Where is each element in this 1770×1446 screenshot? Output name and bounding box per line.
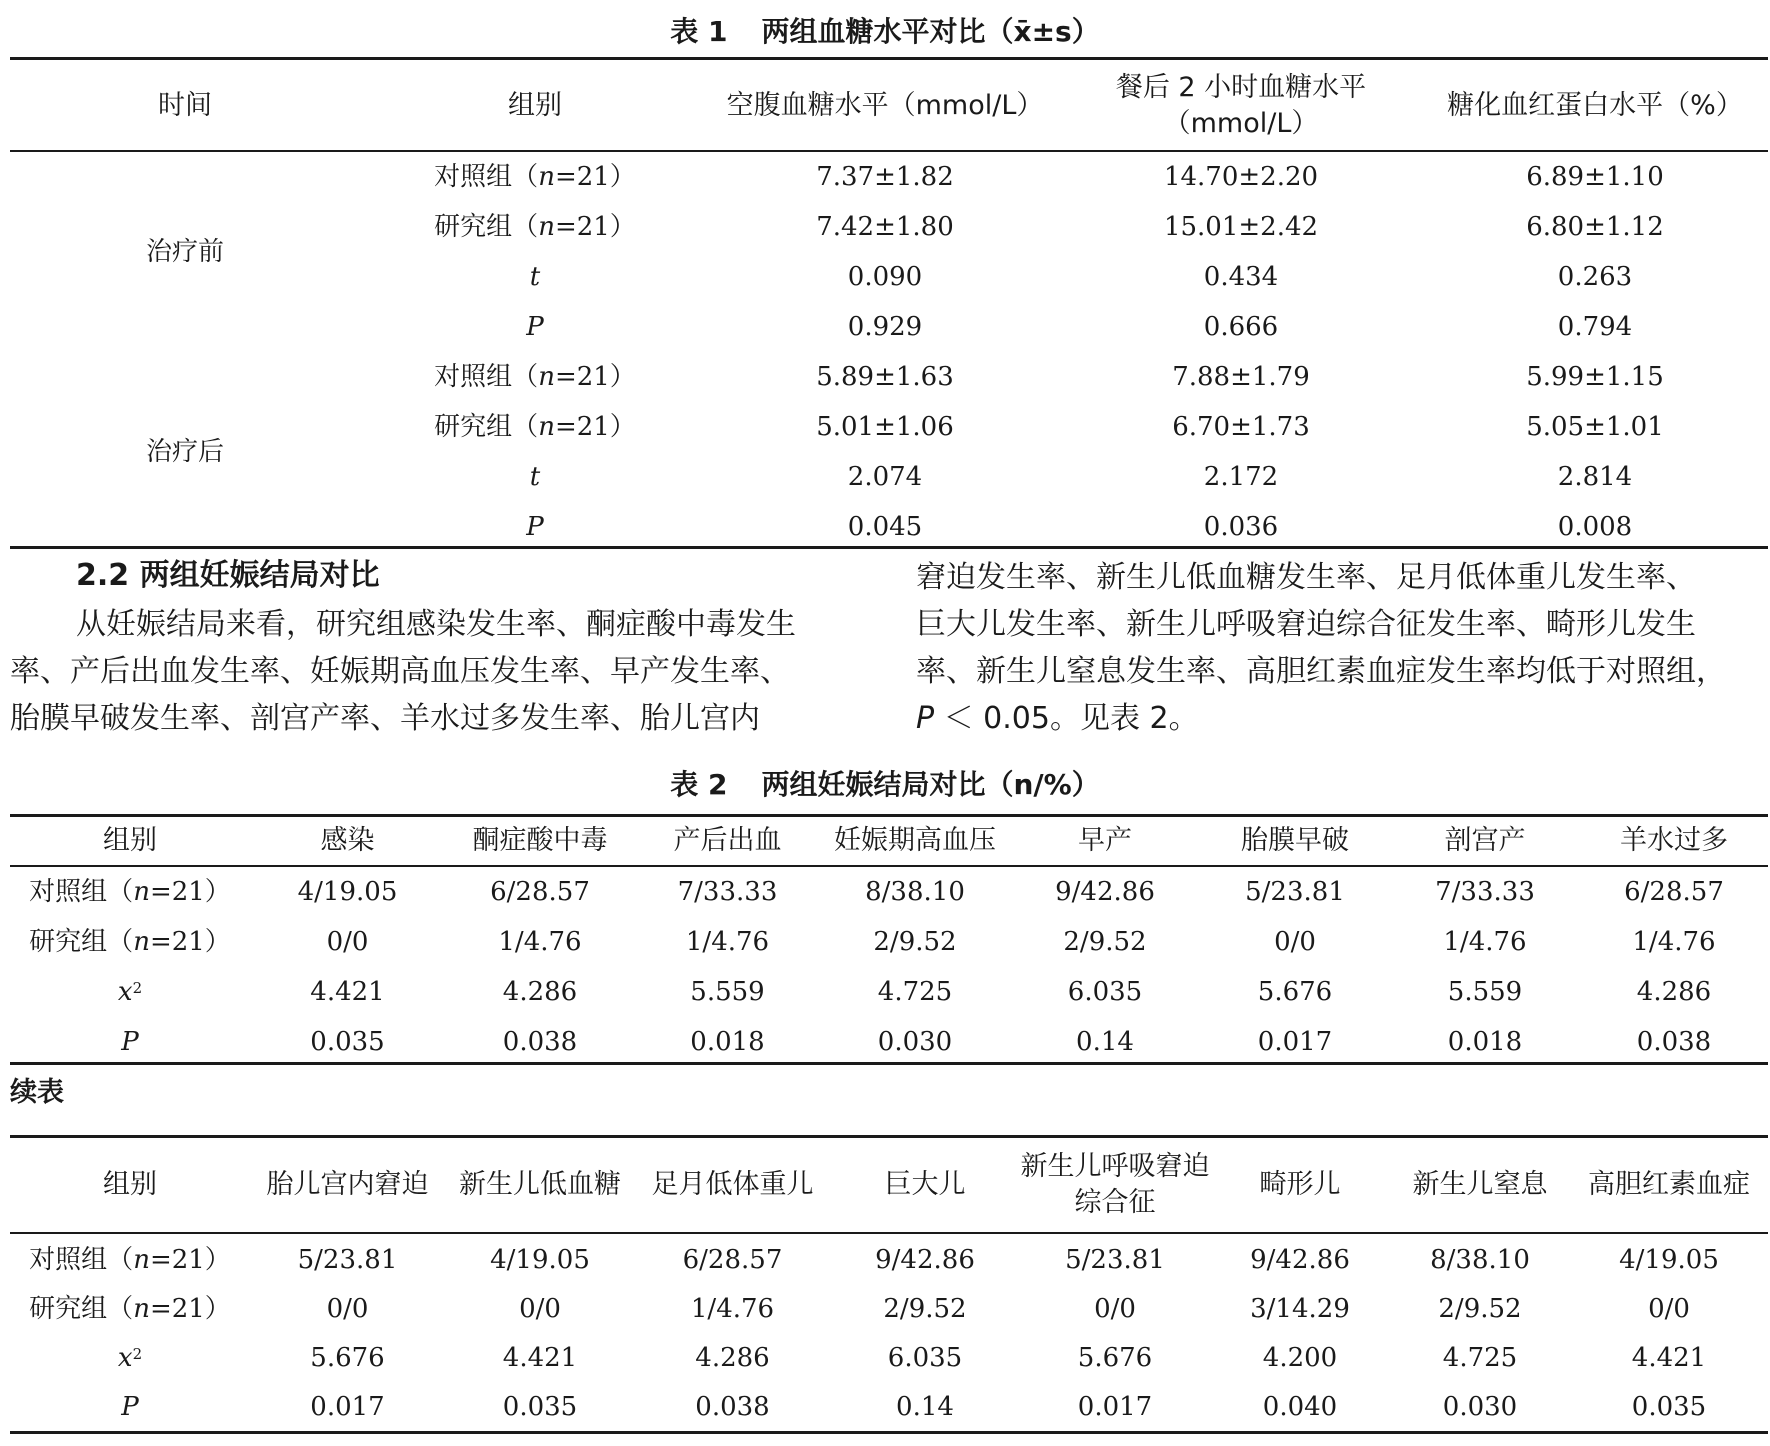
table2-caption	[0, 767, 1770, 803]
section-right-line: 窘迫发生率、新生儿低血糖发生率、足月低体重儿发生率、	[916, 560, 1696, 595]
table2-header: 感染	[320, 825, 375, 856]
table2-cell: 1/4.76	[1632, 927, 1716, 957]
section-left-line: 胎膜早破发生率、剖宫产率、羊水过多发生率、胎儿宫内	[10, 701, 760, 736]
table1-group-cell: 研究组（ n =21）	[434, 412, 636, 442]
continued-row-label: P	[121, 1391, 139, 1422]
table2-cell: 1/4.76	[1443, 927, 1527, 957]
table2-header: 妊娠期高血压	[834, 825, 996, 856]
table2-cell: 5.676	[1257, 977, 1333, 1007]
continued-cell: 0.017	[1077, 1391, 1153, 1422]
continued-header: 组别	[103, 1169, 157, 1200]
continued-top-rule	[10, 1135, 1768, 1138]
table1-header-time: 时间	[158, 90, 212, 121]
continued-cell: 0/0	[1094, 1293, 1136, 1324]
table1-caption-number: 表 1	[670, 15, 728, 48]
table1-hba1c-cell: 6.80±1.12	[1526, 212, 1664, 242]
table1-group-cell: 对照组（ n =21）	[434, 362, 636, 392]
table2-cell: 7/33.33	[677, 877, 778, 907]
section-title: 2.2 两组妊娠结局对比	[76, 558, 380, 593]
continued-label: 续表	[10, 1077, 64, 1108]
table1-header-group: 组别	[508, 90, 562, 121]
table1-pbg-cell: 14.70±2.20	[1163, 162, 1319, 192]
table2-cell: 0.038	[1636, 1027, 1712, 1057]
table2-cell: 0.018	[690, 1027, 765, 1057]
table2-header: 早产	[1078, 825, 1132, 856]
table1-hba1c-cell: 6.89±1.10	[1526, 162, 1664, 192]
table2-bottom-rule	[10, 1062, 1768, 1065]
table2-cell: 1/4.76	[685, 927, 770, 957]
table2-cell: 2/9.52	[1063, 927, 1147, 957]
section-left-line: 从妊娠结局来看，研究组感染发生率、酮症酸中毒发生	[76, 607, 796, 642]
continued-header: 新生儿呼吸窘迫综合征	[1020, 1151, 1210, 1218]
continued-row-label: 对照组（ n =21）	[29, 1244, 231, 1275]
continued-cell: 9/42.86	[875, 1244, 975, 1275]
table2-row-label: 研究组（ n =21）	[29, 927, 231, 957]
table2-cell: 0.14	[1076, 1027, 1134, 1057]
table1-time-before: 治疗前	[145, 237, 224, 267]
table2-cell: 4.286	[502, 977, 578, 1007]
continued-cell: 0.035	[1631, 1391, 1707, 1422]
table1-group-cell: 对照组（ n =21）	[434, 162, 636, 192]
table2-cell: 4.725	[877, 977, 953, 1007]
table2-cell: 4.421	[310, 977, 385, 1007]
continued-cell: 4.421	[502, 1342, 578, 1373]
continued-cell: 0.030	[1442, 1391, 1518, 1422]
table1-pbg-cell: 6.70±1.73	[1172, 412, 1310, 442]
table2-header: 产后出血	[673, 825, 782, 856]
table2-row-label: x $^2$	[117, 977, 143, 1007]
continued-cell: 2/9.52	[1438, 1293, 1522, 1324]
section-right-line: 巨大儿发生率、新生儿呼吸窘迫综合征发生率、畸形儿发生	[916, 607, 1696, 642]
continued-cell: 5.676	[1077, 1342, 1153, 1373]
table2-cell: 2/9.52	[873, 927, 957, 957]
table1-header-fbg: 空腹血糖水平（mmol/L）	[726, 90, 1044, 121]
table1-fbg-cell: 5.89±1.63	[816, 362, 954, 392]
table2-cell: 0/0	[326, 927, 369, 957]
table1-pbg-cell: 2.172	[1203, 462, 1279, 492]
table1-group-cell: t	[529, 462, 541, 492]
continued-cell: 0.038	[695, 1391, 770, 1422]
continued-cell: 4.286	[695, 1342, 770, 1373]
table2-cell: 5.559	[690, 977, 765, 1007]
table1-fbg-cell: 2.074	[847, 462, 923, 492]
continued-cell: 5.676	[310, 1342, 385, 1373]
table2-row-label: P	[121, 1027, 139, 1057]
table2-top-rule	[10, 814, 1768, 817]
table2-cell: 1/4.76	[498, 927, 582, 957]
table2-cell: 0.017	[1257, 1027, 1333, 1057]
table1-bottom-rule	[10, 546, 1768, 549]
continued-header: 高胆红素血症	[1588, 1169, 1750, 1200]
table1-header-hba1c: 糖化血红蛋白水平（%）	[1447, 90, 1743, 121]
table1-header-pbg: 餐后 2 小时血糖水平（mmol/L）	[1115, 72, 1367, 139]
table2-header: 组别	[103, 825, 157, 856]
table1-fbg-cell: 5.01±1.06	[816, 412, 954, 442]
continued-cell: 4.200	[1262, 1342, 1338, 1373]
table2-caption-title: 两组妊娠结局对比（n/%）	[761, 768, 1100, 801]
table2-header: 剖宫产	[1444, 825, 1526, 856]
continued-cell: 0/0	[326, 1293, 369, 1324]
continued-cell: 6.035	[887, 1342, 963, 1373]
table1-pbg-cell: 0.434	[1203, 262, 1279, 292]
table1-hba1c-cell: 2.814	[1557, 462, 1633, 492]
continued-cell: 0/0	[519, 1293, 561, 1324]
table1-hba1c-cell: 0.794	[1557, 312, 1633, 342]
table1-fbg-cell: 7.42±1.80	[816, 212, 954, 242]
continued-header: 足月低体重儿	[651, 1169, 814, 1200]
table2-cell: 0.030	[877, 1027, 953, 1057]
table1-pbg-cell: 0.036	[1203, 512, 1279, 542]
table2-row-label: 对照组（ n =21）	[29, 877, 231, 907]
table2-cell: 6/28.57	[490, 877, 590, 907]
table1-caption	[0, 14, 1770, 50]
continued-header: 巨大儿	[884, 1169, 966, 1200]
table1-pbg-cell: 0.666	[1203, 312, 1279, 342]
continued-cell: 4.725	[1442, 1342, 1518, 1373]
table1-fbg-cell: 7.37±1.82	[816, 162, 954, 192]
continued-cell: 4/19.05	[490, 1244, 590, 1275]
table2-cell: 4/19.05	[297, 877, 398, 907]
table1-hba1c-cell: 0.008	[1557, 512, 1633, 542]
continued-cell: 0.040	[1262, 1391, 1338, 1422]
continued-cell: 5/23.81	[297, 1244, 398, 1275]
table2-cell: 9/42.86	[1055, 877, 1155, 907]
table1-caption-title: 两组血糖水平对比（x̄±s）	[761, 15, 1100, 48]
table2-cell: 6/28.57	[1624, 877, 1724, 907]
table2-cell: 5.559	[1447, 977, 1523, 1007]
continued-cell: 0/0	[1648, 1293, 1690, 1324]
continued-row-label: x $^2$	[117, 1342, 143, 1373]
table1-group-cell: P	[526, 512, 544, 542]
table1-fbg-cell: 0.045	[847, 512, 923, 542]
table1-hba1c-cell: 0.263	[1557, 262, 1633, 292]
section-right-line: P ＜ 0.05。见表 2。	[916, 701, 1199, 736]
continued-row-label: 研究组（ n =21）	[29, 1293, 231, 1324]
table2-cell: 8/38.10	[865, 877, 965, 907]
table2-header: 酮症酸中毒	[472, 825, 608, 856]
continued-cell: 0.017	[310, 1391, 385, 1422]
table1-group-cell: P	[526, 312, 544, 342]
table2-header-rule	[10, 865, 1768, 867]
table1-fbg-cell: 0.929	[847, 312, 923, 342]
continued-header: 畸形儿	[1259, 1169, 1341, 1200]
continued-cell: 0.14	[896, 1391, 954, 1422]
continued-header: 新生儿窒息	[1412, 1169, 1548, 1200]
continued-cell: 5/23.81	[1065, 1244, 1165, 1275]
continued-cell: 4.421	[1631, 1342, 1707, 1373]
continued-cell: 2/9.52	[883, 1293, 967, 1324]
continued-cell: 0.035	[502, 1391, 578, 1422]
table2-caption-number: 表 2	[670, 768, 728, 801]
table1-hba1c-cell: 5.05±1.01	[1526, 412, 1664, 442]
table2-cell: 0.035	[310, 1027, 385, 1057]
table2-cell: 7/33.33	[1435, 877, 1535, 907]
continued-bottom-rule	[10, 1431, 1768, 1434]
continued-cell: 8/38.10	[1430, 1244, 1530, 1275]
continued-header: 新生儿低血糖	[459, 1169, 621, 1200]
continued-cell: 9/42.86	[1250, 1244, 1350, 1275]
table1-pbg-cell: 7.88±1.79	[1172, 362, 1310, 392]
section-right-line: 率、新生儿窒息发生率、高胆红素血症发生率均低于对照组，	[916, 654, 1726, 689]
table2-header: 胎膜早破	[1241, 825, 1349, 856]
table1-group-cell: 研究组（ n =21）	[434, 212, 636, 242]
table2-cell: 0/0	[1274, 927, 1316, 957]
table1-fbg-cell: 0.090	[847, 262, 923, 292]
continued-cell: 4/19.05	[1619, 1244, 1719, 1275]
section-left-line: 率、产后出血发生率、妊娠期高血压发生率、早产发生率、	[10, 654, 790, 689]
continued-cell: 6/28.57	[682, 1244, 783, 1275]
table1-pbg-cell: 15.01±2.42	[1163, 212, 1319, 242]
continued-header: 胎儿宫内窘迫	[266, 1169, 429, 1200]
table2-cell: 5/23.81	[1245, 877, 1345, 907]
continued-header-rule	[10, 1232, 1768, 1234]
table2-cell: 0.038	[502, 1027, 578, 1057]
table1-top-rule	[10, 57, 1768, 60]
continued-cell: 1/4.76	[690, 1293, 775, 1324]
table2-cell: 4.286	[1636, 977, 1712, 1007]
table2-cell: 0.018	[1447, 1027, 1523, 1057]
table2-cell: 6.035	[1067, 977, 1143, 1007]
table1-group-cell: t	[529, 262, 541, 292]
table1-time-after: 治疗后	[145, 437, 224, 467]
continued-cell: 3/14.29	[1250, 1293, 1350, 1324]
table1-hba1c-cell: 5.99±1.15	[1526, 362, 1664, 392]
table2-header: 羊水过多	[1620, 825, 1728, 856]
